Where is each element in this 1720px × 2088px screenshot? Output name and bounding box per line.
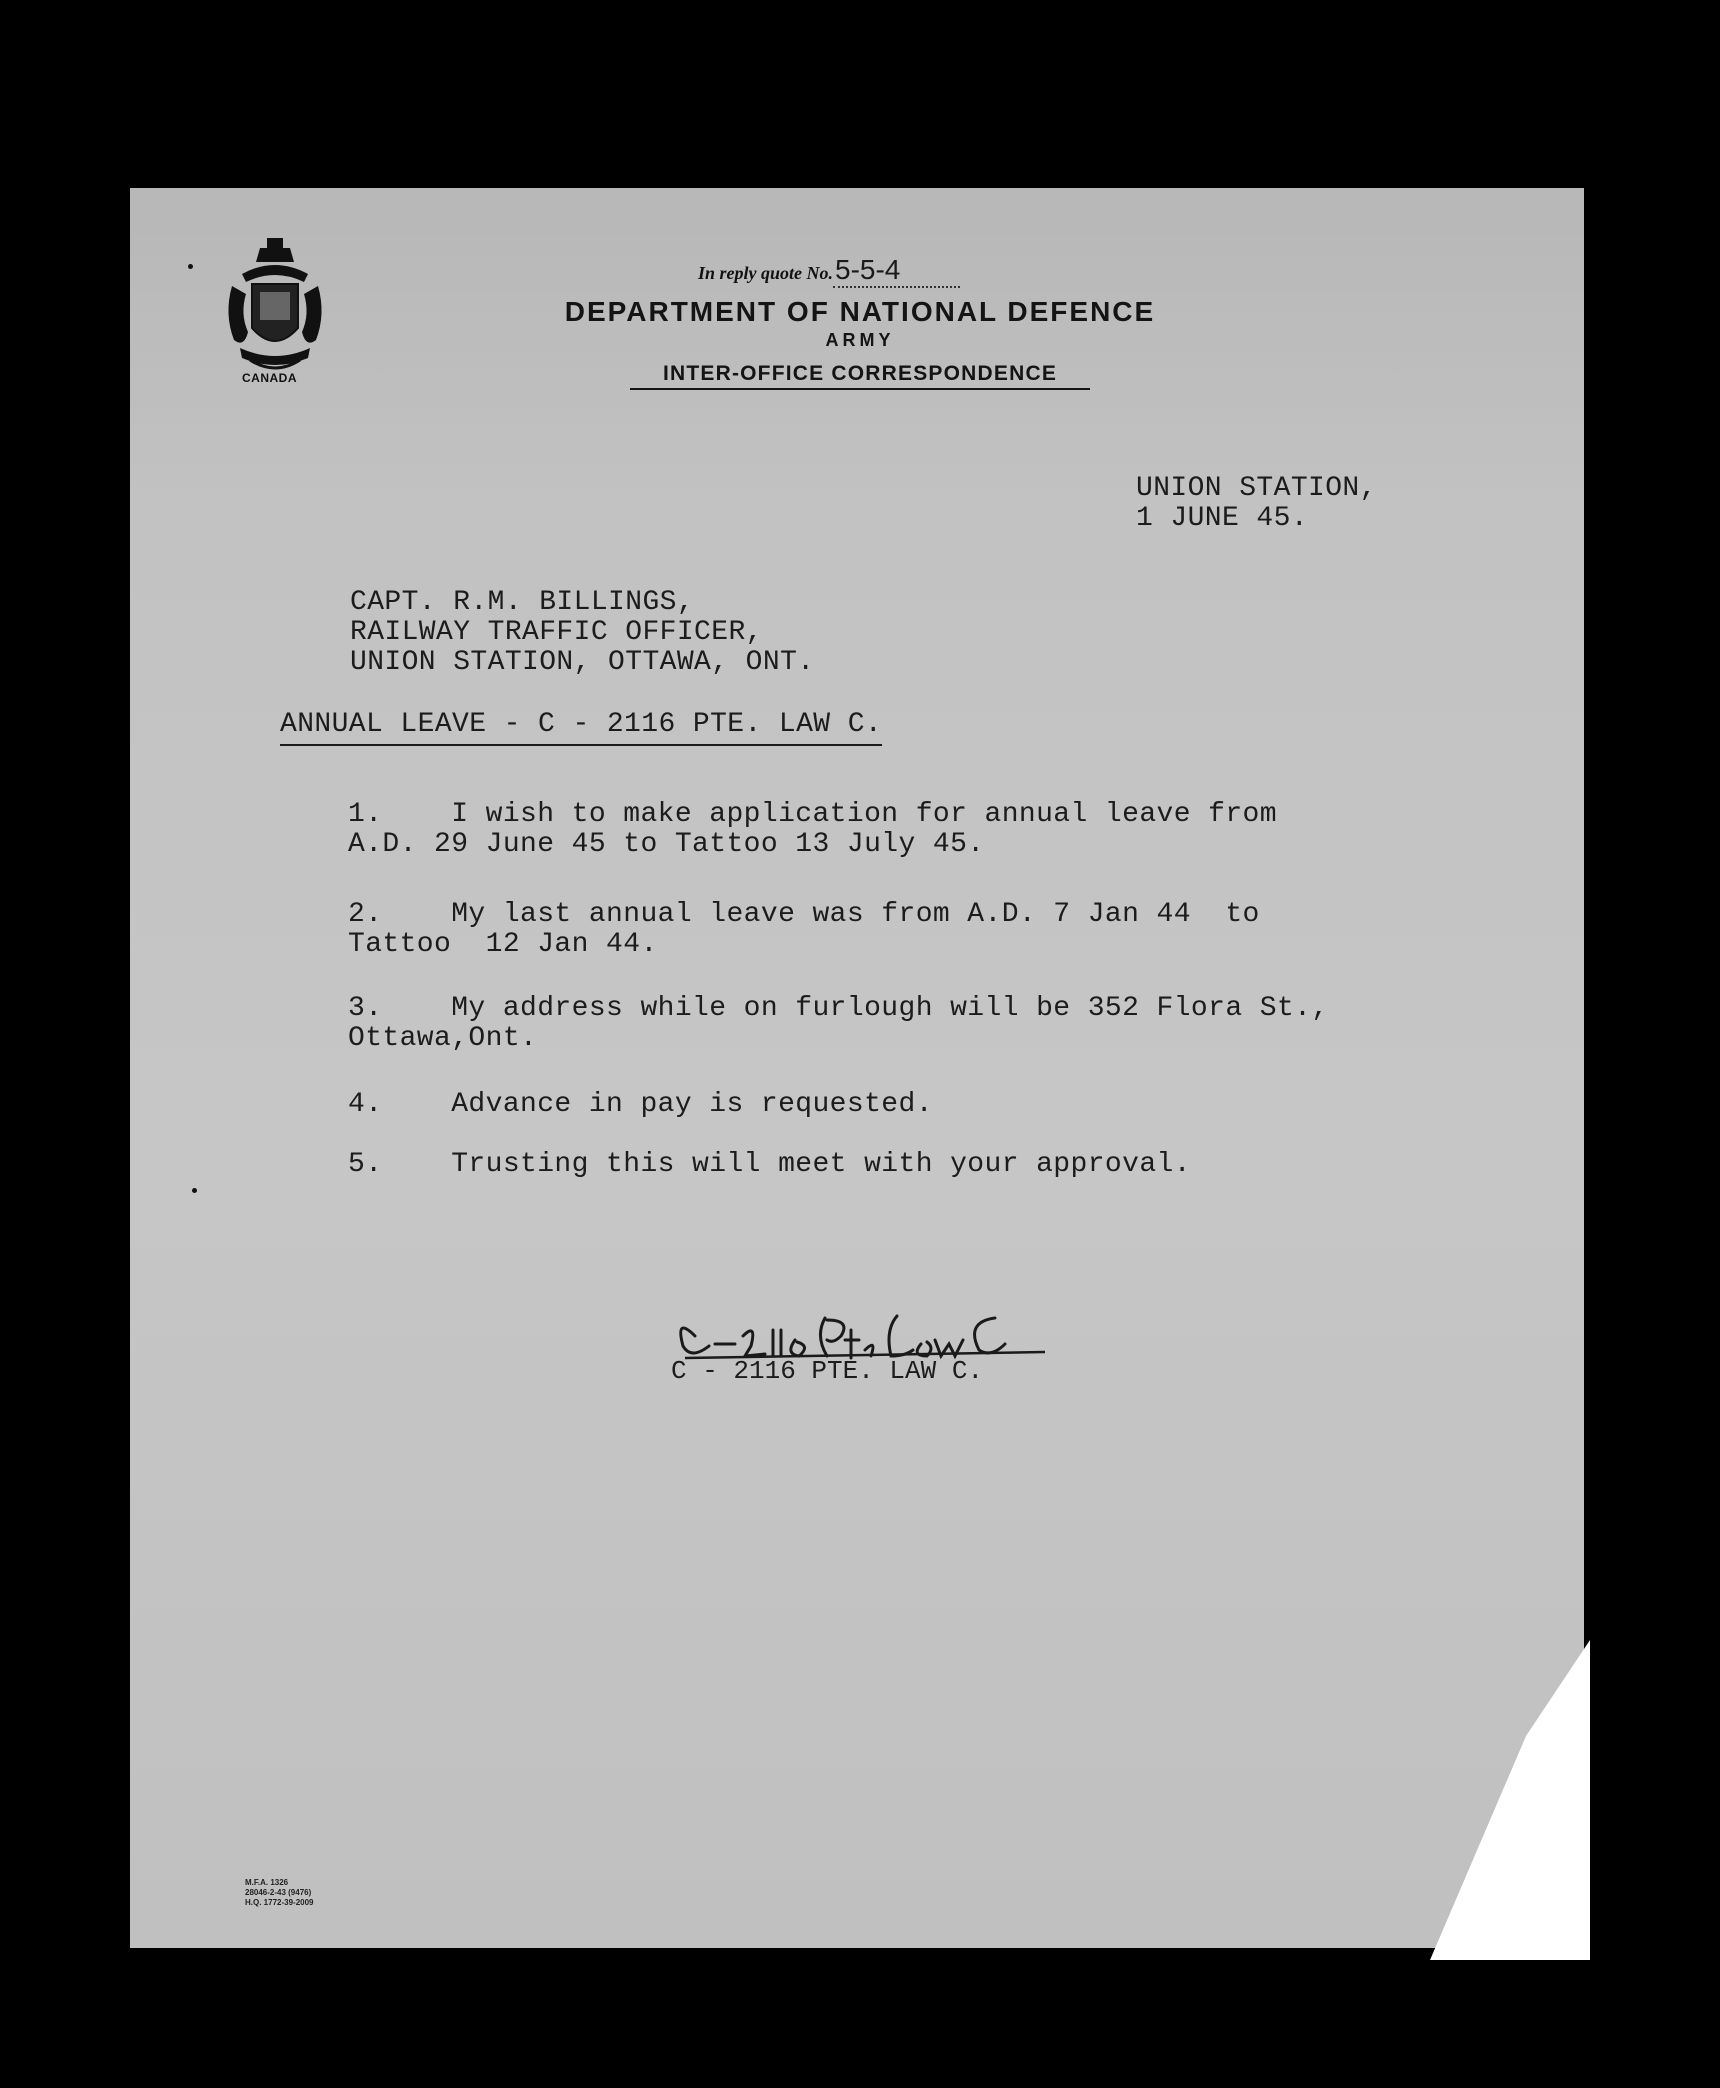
paper-speck — [188, 264, 193, 269]
letter-page — [130, 188, 1584, 1948]
reply-quote — [698, 254, 960, 288]
branch-heading: ARMY — [825, 330, 895, 350]
signature-block — [665, 1296, 1065, 1406]
recipient-title: RAILWAY TRAFFIC OFFICER, — [350, 617, 763, 648]
form-code — [245, 1878, 314, 1908]
form-code-line-3: H.Q. 1772-39-2009 — [245, 1898, 314, 1907]
date-line: 1 JUNE 45. — [1136, 503, 1309, 534]
paragraph-2-line-1: 2. My last annual leave was from A.D. 7 Jan 44 to — [348, 899, 1260, 930]
paragraph-1-line-2: A.D. 29 June 45 to Tattoo 13 July 45. — [348, 829, 985, 860]
subject-line: ANNUAL LEAVE - C - 2116 PTE. LAW C. — [280, 710, 882, 746]
reply-quote-label: In reply quote No. — [698, 263, 833, 283]
paragraph-5: 5. Trusting this will meet with your approval. — [348, 1149, 1191, 1180]
recipient-address: UNION STATION, OTTAWA, ONT. — [350, 647, 815, 678]
handwritten-signature — [665, 1296, 1065, 1406]
paragraph-2-line-2: Tattoo 12 Jan 44. — [348, 929, 658, 960]
crest-caption: CANADA — [242, 371, 297, 385]
paragraph-1-line-1: 1. I wish to make application for annual leave from — [348, 799, 1277, 830]
paragraph-4: 4. Advance in pay is requested. — [348, 1089, 933, 1120]
form-title: INTER-OFFICE CORRESPONDENCE — [630, 362, 1090, 390]
form-code-line-1: M.F.A. 1326 — [245, 1878, 289, 1887]
place-line: UNION STATION, — [1136, 473, 1377, 504]
reply-quote-number: 5-5-4 — [833, 254, 960, 288]
paper-speck — [192, 1188, 197, 1193]
paragraph-3-line-2: Ottawa,Ont. — [348, 1023, 538, 1054]
paragraph-3-line-1: 3. My address while on furlough will be 352 Flora St., — [348, 993, 1329, 1024]
typed-signature: C - 2116 PTE. LAW C. — [671, 1356, 984, 1386]
department-heading: DEPARTMENT OF NATIONAL DEFENCE — [564, 296, 1156, 327]
form-code-line-2: 28046-2-43 (9476) — [245, 1888, 312, 1897]
canada-coat-of-arms-icon — [220, 236, 330, 386]
recipient-name: CAPT. R.M. BILLINGS, — [350, 587, 695, 618]
